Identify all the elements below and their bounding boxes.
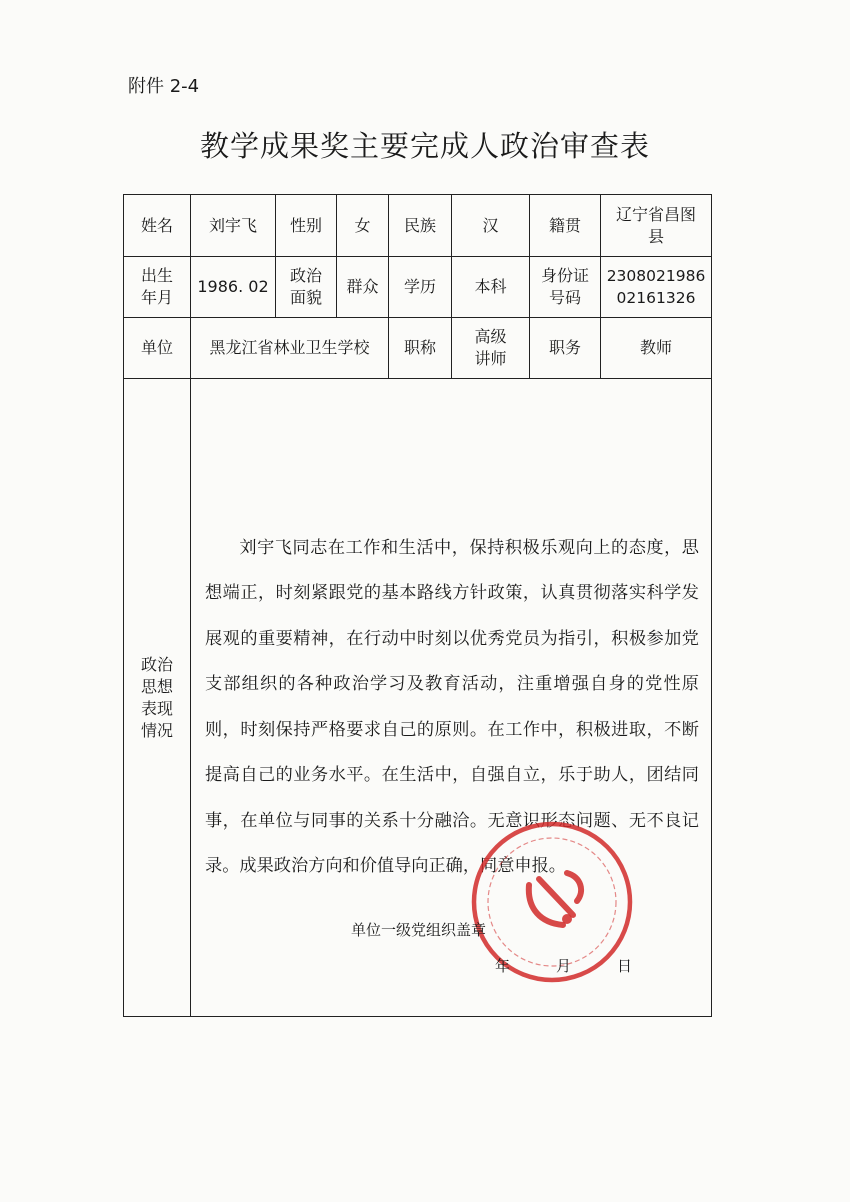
- section-label-line3: 表现: [140, 698, 173, 718]
- birth-value: 1986. 02: [191, 257, 276, 318]
- id-label-line1: 身份证: [540, 266, 589, 285]
- job-title-line1: 高级: [474, 327, 507, 346]
- political-performance-label: [124, 379, 191, 1017]
- name-value: 刘宇飞: [191, 195, 276, 257]
- page-title: 教学成果奖主要完成人政治审查表: [199, 129, 650, 163]
- assessment-paragraph: 刘宇飞同志在工作和生活中，保持积极乐观向上的态度，思想端正，时刻紧跟党的基本路线方针政策，认真贯彻落实科学发展观的重要精神，在行动中时刻以优秀党员为指引，积极参加党支部组织的各种政治学习及教育活动，注重增强自身的党性原则，时刻保持严格要求自己的原则。在工作中，积极进取，不断提高自己的业务水平。在生活中，自强自立，乐于助人，团结同事，在单位与同事的关系十分融洽。无意识形态问题、无不良记录。成果政治方向和价值导向正确，同意申报。: [205, 537, 699, 876]
- political-performance-content: [191, 379, 712, 1017]
- birth-label: [124, 257, 191, 318]
- section-label-line2: 思想: [140, 676, 173, 696]
- id-number-label: [530, 257, 601, 318]
- job-title-line2: 讲师: [474, 349, 507, 368]
- id-number-value: [601, 257, 712, 318]
- politics-label: [276, 257, 337, 318]
- month-label: 月: [556, 957, 572, 975]
- section-label-line1: 政治: [140, 654, 173, 674]
- job-title-label: 职称: [389, 318, 452, 379]
- position-label: 职务: [530, 318, 601, 379]
- native-place-line1: 辽宁省昌图: [615, 204, 696, 224]
- politics-value: 群众: [337, 257, 389, 318]
- native-place-line2: 县: [647, 226, 664, 246]
- table-row: [124, 257, 712, 318]
- table-row: [124, 195, 712, 257]
- sign-date: [495, 955, 678, 977]
- sign-seal-label: 单位一级党组织盖章: [351, 921, 487, 939]
- position-value: 教师: [601, 318, 712, 379]
- day-label: 日: [617, 957, 633, 975]
- birth-label-line1: 出生: [140, 266, 173, 285]
- table-row: [124, 379, 712, 1017]
- job-title-value: [452, 318, 530, 379]
- birth-label-line2: 年月: [140, 288, 173, 307]
- gender-label: 性别: [276, 195, 337, 257]
- education-label: 学历: [389, 257, 452, 318]
- unit-value: 黑龙江省林业卫生学校: [191, 318, 389, 379]
- education-value: 本科: [452, 257, 530, 318]
- ethnicity-value: 汉: [452, 195, 530, 257]
- gender-value: 女: [337, 195, 389, 257]
- year-label: 年: [495, 957, 511, 975]
- section-label-line4: 情况: [140, 720, 173, 740]
- id-label-line2: 号码: [548, 288, 581, 307]
- politics-label-line1: 政治: [289, 266, 322, 285]
- unit-label: 单位: [124, 318, 191, 379]
- native-place-label: 籍贯: [530, 195, 601, 257]
- politics-label-line2: 面貌: [289, 288, 322, 307]
- ethnicity-label: 民族: [389, 195, 452, 257]
- table-row: [124, 318, 712, 379]
- review-form-table: [123, 194, 712, 1017]
- id-number-line1: 2308021986: [606, 267, 706, 285]
- id-number-line2: 02161326: [616, 289, 696, 307]
- attachment-label: 附件 2-4: [128, 76, 200, 97]
- native-place-value: [601, 195, 712, 257]
- name-label: 姓名: [124, 195, 191, 257]
